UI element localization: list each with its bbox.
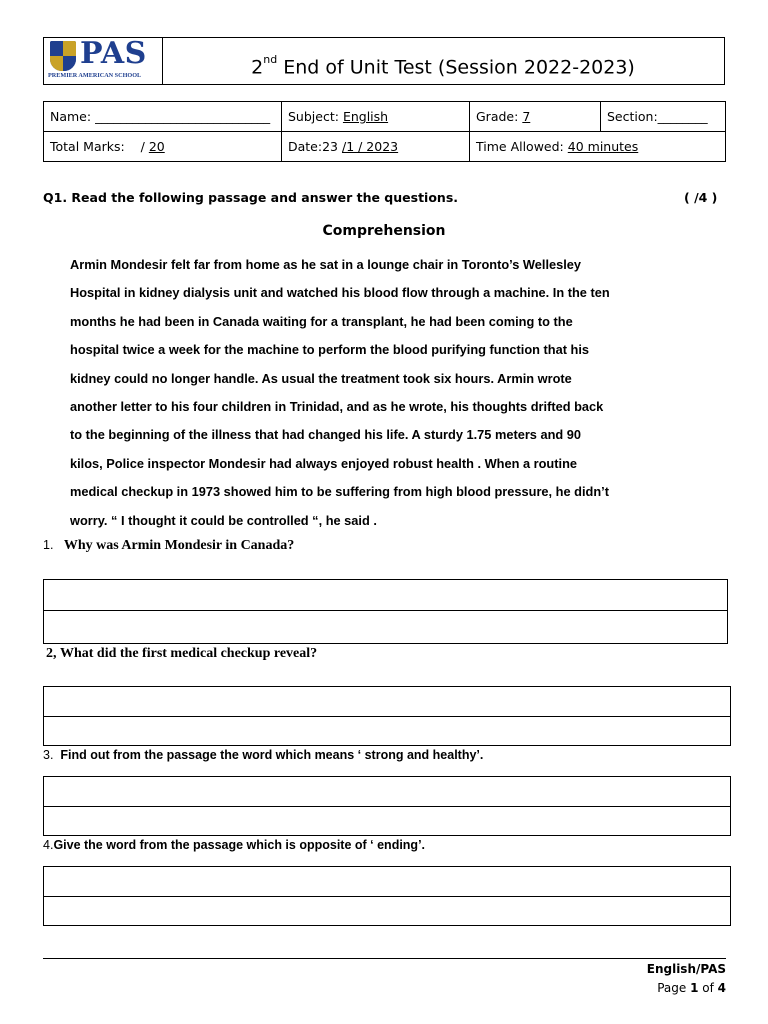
comprehension-heading: Comprehension	[322, 223, 446, 239]
passage-line: Hospital in kidney dialysis unit and watched his blood flow through a machine. In the ten	[70, 285, 610, 301]
grade-cell: Grade: 7	[470, 102, 601, 132]
question-3: 3. Find out from the passage the word which means ‘ strong and healthy’.	[43, 748, 484, 762]
section-cell[interactable]: Section:________	[601, 102, 726, 132]
subject-cell: Subject: English	[282, 102, 470, 132]
logo-subtitle: PREMIER AMERICAN SCHOOL	[48, 72, 142, 79]
passage-line: kilos, Police inspector Mondesir had always enjoyed robust health . When a routine	[70, 455, 578, 471]
shield-icon	[50, 41, 76, 71]
test-title: 2nd End of Unit Test (Session 2022-2023)	[251, 53, 635, 79]
passage-line: kidney could no longer handle. As usual the treatment took six hours. Armin wrote	[70, 370, 572, 386]
passage-line: another letter to his four children in Trinidad, and as he wrote, his thoughts drifted back	[70, 399, 604, 415]
page-number: Page 1 of 4	[657, 981, 726, 995]
answer-box-3[interactable]	[43, 776, 731, 836]
question-1: 1. Why was Armin Mondesir in Canada?	[43, 538, 295, 553]
answer-box-4[interactable]	[43, 866, 731, 926]
q1-instruction: Q1. Read the following passage and answer the questions.	[43, 190, 459, 205]
passage-line: worry. “ I thought it could be controlled “, he said .	[70, 512, 377, 528]
logo-text: PAS	[80, 36, 147, 71]
passage-line: to the beginning of the illness that had changed his life. A sturdy 1.75 meters and 90	[70, 427, 582, 443]
page-footer	[647, 960, 726, 998]
time-allowed-cell: Time Allowed: 40 minutes	[470, 132, 726, 162]
student-info-table	[43, 101, 726, 162]
q1-marks: ( /4 )	[684, 190, 718, 205]
question-4: 4.Give the word from the passage which is opposite of ‘ ending’.	[43, 838, 426, 852]
answer-box-2[interactable]	[43, 686, 731, 746]
passage-line: hospital twice a week for the machine to perform the blood purifying function that his	[70, 342, 590, 358]
document-header	[43, 37, 725, 85]
answer-box-1[interactable]	[43, 579, 728, 644]
footer-divider	[43, 958, 726, 959]
name-cell[interactable]: Name: ____________________________	[44, 102, 282, 132]
passage-line: Armin Mondesir felt far from home as he sat in a lounge chair in Toronto’s Wellesley	[70, 257, 582, 272]
passage-line: months he had been in Canada waiting for a transplant, he had been coming to the	[70, 313, 573, 329]
question-2: 2, What did the first medical checkup reveal?	[46, 646, 318, 661]
school-logo	[44, 38, 163, 84]
comprehension-passage	[70, 251, 640, 535]
total-marks-cell: Total Marks: / 20	[44, 132, 282, 162]
footer-subject: English/PAS	[646, 962, 726, 976]
passage-line: medical checkup in 1973 showed him to be suffering from high blood pressure, he didn’t	[70, 484, 609, 500]
date-cell: Date:23 /1 / 2023	[282, 132, 470, 162]
